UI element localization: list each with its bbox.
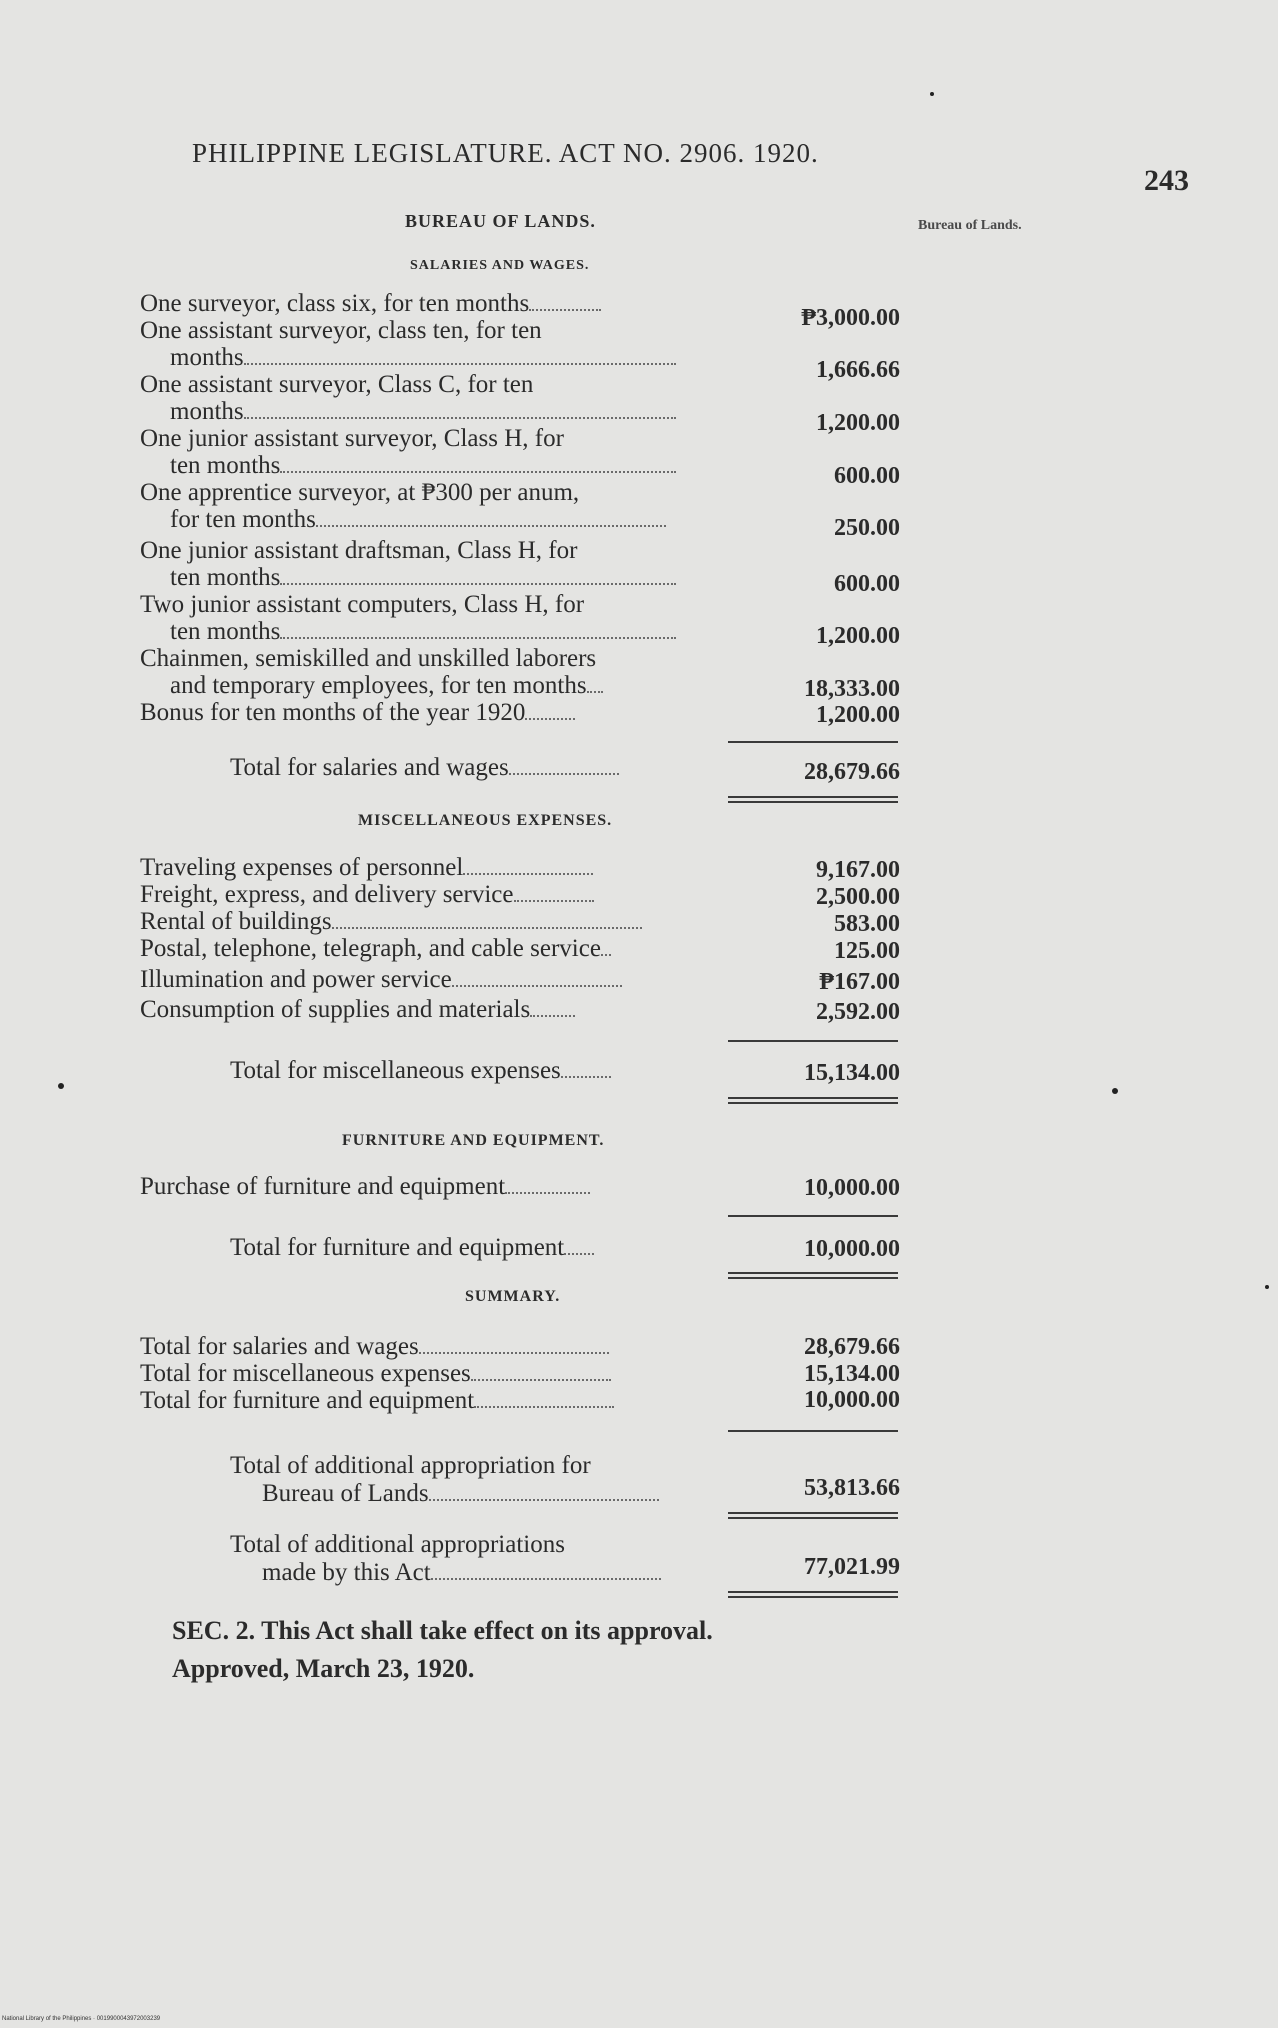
total-double-rule: [728, 1097, 898, 1104]
misc-item: Freight, express, and delivery service: [140, 881, 725, 908]
salary-amount: ₱3,000.00: [801, 305, 900, 331]
misc-amount: ₱167.00: [819, 969, 900, 995]
summary-amount: 15,134.00: [804, 1361, 900, 1387]
salary-item: One apprentice surveyor, at ₱300 per anum,: [140, 479, 580, 506]
misc-total-label: Total for miscellaneous expenses: [230, 1057, 611, 1084]
additional-appropriation-label-continued: Bureau of Lands: [262, 1480, 659, 1507]
misc-amount: 2,500.00: [816, 884, 900, 910]
salary-amount: 1,200.00: [816, 410, 900, 436]
salary-item-continued: ten months: [140, 452, 755, 479]
salary-item: One junior assistant surveyor, Class H, for: [140, 425, 564, 452]
summary-item: Total for miscellaneous expenses: [140, 1360, 725, 1387]
salaries-total-label: Total for salaries and wages: [230, 754, 619, 781]
additional-appropriation-amount: 53,813.66: [804, 1475, 900, 1501]
salary-item: One assistant surveyor, Class C, for ten: [140, 371, 534, 398]
furniture-total-label: Total for furniture and equipment: [230, 1234, 594, 1261]
salary-item-continued: for ten months: [140, 506, 755, 533]
page-number: 243: [1144, 164, 1189, 197]
salary-amount: 600.00: [834, 571, 900, 597]
additional-appropriation-label: Total of additional appropriation for: [230, 1452, 591, 1479]
act-total-label-continued: made by this Act: [262, 1559, 661, 1586]
misc-heading: MISCELLANEOUS EXPENSES.: [358, 812, 613, 829]
salary-item-continued: and temporary employees, for ten months: [140, 672, 755, 699]
salary-item-continued: ten months: [140, 564, 755, 591]
salary-item: One surveyor, class six, for ten months: [140, 290, 725, 317]
scan-speck: [930, 92, 934, 96]
misc-item: Consumption of supplies and materials: [140, 996, 725, 1023]
salary-amount: 18,333.00: [804, 676, 900, 702]
section-2-text: SEC. 2. This Act shall take effect on its approval.: [172, 1616, 713, 1645]
bureau-title: BUREAU OF LANDS.: [405, 211, 596, 231]
salary-amount: 600.00: [834, 463, 900, 489]
salary-item: One assistant surveyor, class ten, for ten: [140, 317, 542, 344]
furniture-total-amount: 10,000.00: [804, 1236, 900, 1262]
salary-amount: 1,200.00: [816, 702, 900, 728]
running-head: PHILIPPINE LEGISLATURE. ACT NO. 2906. 1920.: [192, 138, 819, 168]
act-total-label: Total of additional appropriations: [230, 1531, 565, 1558]
salaries-total-amount: 28,679.66: [804, 759, 900, 785]
subtotal-rule: [728, 741, 898, 743]
misc-item: Rental of buildings: [140, 908, 725, 935]
margin-note: Bureau of Lands.: [918, 218, 1022, 233]
footer-credit: National Library of the Philippines · 0019900043972003239: [2, 2016, 161, 2022]
misc-item: Traveling expenses of personnel: [140, 854, 725, 881]
summary-amount: 10,000.00: [804, 1387, 900, 1413]
misc-amount: 9,167.00: [816, 857, 900, 883]
misc-total-amount: 15,134.00: [804, 1060, 900, 1086]
furniture-amount: 10,000.00: [804, 1175, 900, 1201]
salary-item-continued: ten months: [140, 618, 755, 645]
approval-date: Approved, March 23, 1920.: [172, 1654, 475, 1683]
subtotal-rule: [728, 1040, 898, 1042]
total-double-rule: [728, 1512, 898, 1519]
subtotal-rule: [728, 1430, 898, 1432]
misc-item: Postal, telephone, telegraph, and cable service: [140, 935, 725, 962]
salary-amount: 1,666.66: [816, 357, 900, 383]
summary-heading: SUMMARY.: [465, 1288, 561, 1305]
misc-amount: 2,592.00: [816, 999, 900, 1025]
total-double-rule: [728, 1591, 898, 1598]
scan-speck: [1265, 1285, 1269, 1289]
scan-speck: [1112, 1088, 1118, 1094]
salary-amount: 250.00: [834, 515, 900, 541]
subtotal-rule: [728, 1215, 898, 1217]
total-double-rule: [728, 1272, 898, 1279]
salary-item: Two junior assistant computers, Class H, for: [140, 591, 585, 618]
furniture-item: Purchase of furniture and equipment: [140, 1173, 725, 1200]
furniture-heading: FURNITURE AND EQUIPMENT.: [342, 1132, 605, 1149]
scan-speck: [58, 1083, 64, 1089]
salary-item: One junior assistant draftsman, Class H, for: [140, 537, 578, 564]
salary-item-continued: months: [140, 398, 755, 425]
misc-item: Illumination and power service: [140, 966, 725, 993]
summary-item: Total for furniture and equipment: [140, 1387, 725, 1414]
misc-amount: 125.00: [834, 938, 900, 964]
total-double-rule: [728, 796, 898, 803]
salary-item: Bonus for ten months of the year 1920: [140, 699, 725, 726]
misc-amount: 583.00: [834, 911, 900, 937]
summary-item: Total for salaries and wages: [140, 1333, 725, 1360]
act-total-amount: 77,021.99: [804, 1554, 900, 1580]
salary-item-continued: months: [140, 344, 755, 371]
salary-item: Chainmen, semiskilled and unskilled laborers: [140, 645, 597, 672]
salary-amount: 1,200.00: [816, 623, 900, 649]
summary-amount: 28,679.66: [804, 1334, 900, 1360]
salaries-heading: SALARIES AND WAGES.: [410, 258, 590, 273]
